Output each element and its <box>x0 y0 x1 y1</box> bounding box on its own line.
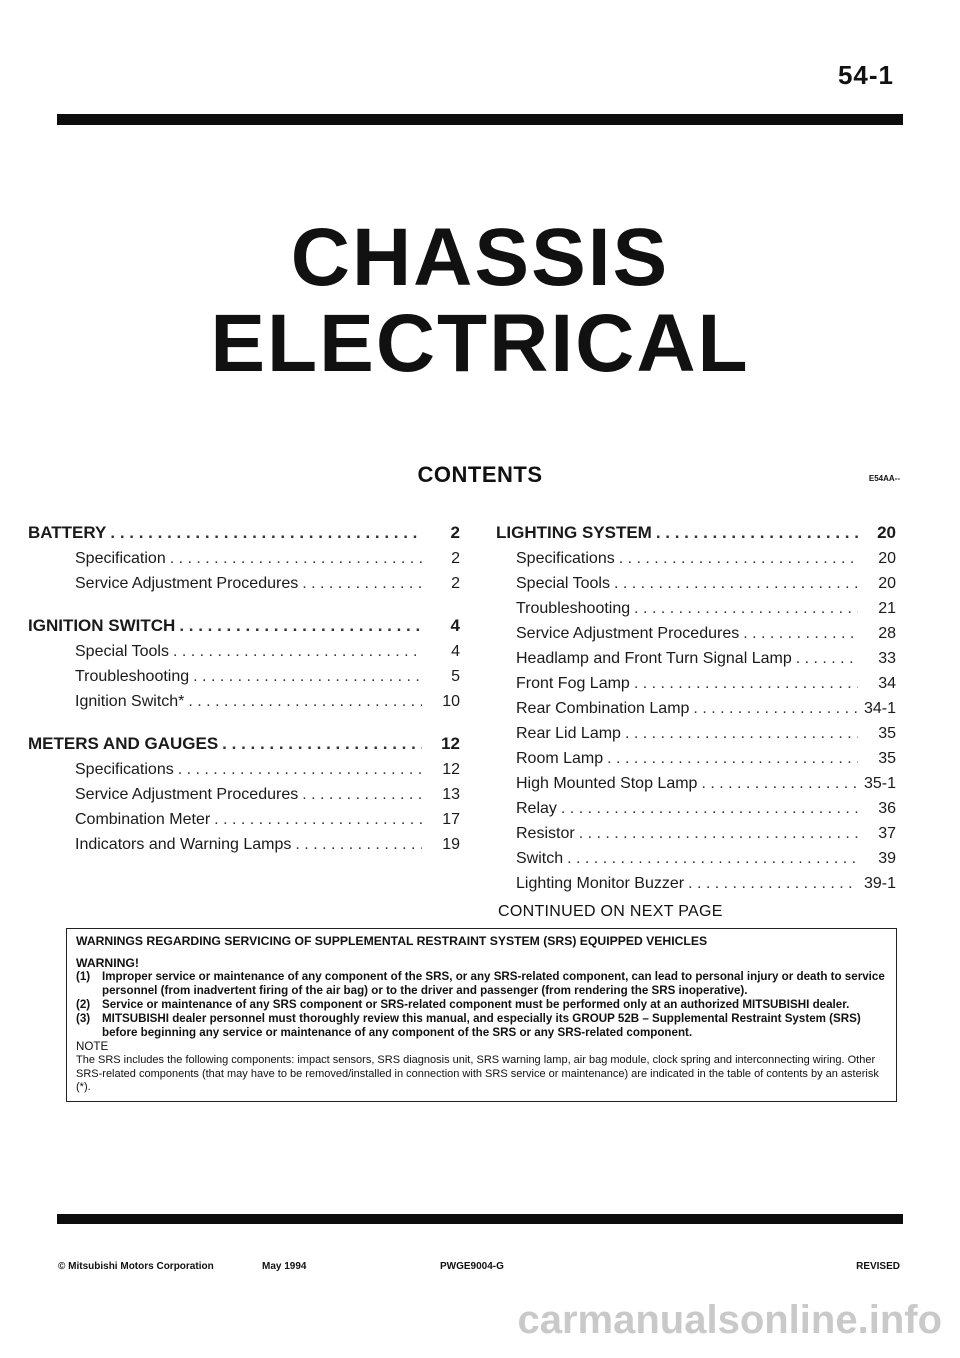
continued-notice: CONTINUED ON NEXT PAGE <box>498 903 723 920</box>
toc-label: LIGHTING SYSTEM <box>496 523 652 542</box>
toc-label: Service Adjustment Procedures <box>75 575 299 592</box>
warning-item-text: Service or maintenance of any SRS component or SRS-related component must be performed only at an authorized MITSUBISHI dealer. <box>102 998 850 1011</box>
toc-page: 19 <box>442 836 460 853</box>
toc-label: Rear Combination Lamp <box>516 700 690 717</box>
toc-label: Combination Meter <box>75 811 211 828</box>
toc-page: 5 <box>451 668 460 685</box>
toc-page: 2 <box>451 550 460 567</box>
warning-label: WARNING! <box>76 956 139 970</box>
toc-page: 20 <box>878 550 896 567</box>
toc-entry-rear-lid-lamp[interactable] <box>496 721 896 746</box>
watermark: carmanualsonline.info <box>517 1298 942 1342</box>
toc-entry-lighting-special-tools[interactable] <box>496 571 896 596</box>
toc-page: 37 <box>878 825 896 842</box>
toc-entry-battery[interactable] <box>28 520 460 546</box>
toc-page: 2 <box>451 575 460 592</box>
toc-page: 35 <box>878 750 896 767</box>
footer-revised: REVISED <box>856 1261 900 1272</box>
toc-label: Service Adjustment Procedures <box>516 625 740 642</box>
toc-entry-meters-service-adjustment[interactable] <box>28 782 460 807</box>
toc-page: 35 <box>878 725 896 742</box>
chapter-title-line1: CHASSIS <box>290 212 670 303</box>
footer-date: May 1994 <box>262 1261 307 1272</box>
toc-entry-battery-service-adjustment[interactable] <box>28 571 460 596</box>
warning-item-text: Improper service or maintenance of any component of the SRS, or any SRS-related component, can lead to personal injury or death to service personnel (from inadvertent firing of the air bag) or to the driver and passenger (from rendering the SRS inoperative). <box>102 970 885 997</box>
toc-entry-lighting-monitor-buzzer[interactable] <box>496 871 896 896</box>
toc-page: 17 <box>442 811 460 828</box>
toc-page: 2 <box>450 523 460 542</box>
toc-entry-front-fog-lamp[interactable] <box>496 671 896 696</box>
toc-page: 35-1 <box>863 775 896 792</box>
toc-label: Relay <box>516 800 557 817</box>
toc-page: 36 <box>878 800 896 817</box>
toc-right-column <box>496 520 896 896</box>
toc-entry-ignition-switch[interactable] <box>28 613 460 639</box>
toc-page: 34-1 <box>863 700 896 717</box>
toc-label: Specifications <box>516 550 615 567</box>
contents-heading: CONTENTS <box>417 462 543 487</box>
toc-label: Ignition Switch* <box>75 693 185 710</box>
warning-item-text: MITSUBISHI dealer personnel must thoroughly review this manual, and especially its GROUP 52B – Supplemental Restraint System (SRS) before beginning any service or maintenance of any component of the SRS or any SRS-related component. <box>102 1012 861 1039</box>
toc-page: 13 <box>442 786 460 803</box>
toc-entry-headlamp[interactable] <box>496 646 896 671</box>
toc-entry-room-lamp[interactable] <box>496 746 896 771</box>
warning-item-number: (3) <box>76 1012 91 1025</box>
toc-entry-lighting-troubleshooting[interactable] <box>496 596 896 621</box>
note-label: NOTE <box>76 1040 109 1053</box>
toc-label: Resistor <box>516 825 575 842</box>
warning-item <box>76 1012 888 1040</box>
toc-page: 12 <box>442 761 460 778</box>
footer-publication-code: PWGE9004-G <box>440 1261 504 1272</box>
toc-label: Specifications <box>75 761 174 778</box>
toc-label: Service Adjustment Procedures <box>75 786 299 803</box>
toc-entry-combination-meter[interactable] <box>28 807 460 832</box>
toc-entry-rear-combination-lamp[interactable] <box>496 696 896 721</box>
warning-item <box>76 998 888 1012</box>
toc-page: 4 <box>450 616 460 635</box>
toc-label: Specification <box>75 550 166 567</box>
toc-entry-high-mounted-stop-lamp[interactable] <box>496 771 896 796</box>
toc-label: High Mounted Stop Lamp <box>516 775 698 792</box>
toc-page: 39-1 <box>863 875 896 892</box>
toc-entry-lighting-specifications[interactable] <box>496 546 896 571</box>
toc-label: Special Tools <box>75 643 169 660</box>
toc-page: 12 <box>441 734 460 753</box>
chapter-title-line2: ELECTRICAL <box>210 298 750 389</box>
toc-page: 34 <box>878 675 896 692</box>
toc-page: 39 <box>878 850 896 867</box>
bottom-rule <box>57 1214 903 1224</box>
toc-label: Headlamp and Front Turn Signal Lamp <box>516 650 792 667</box>
toc-label: Troubleshooting <box>516 600 631 617</box>
toc-page: 4 <box>451 643 460 660</box>
toc-label: Switch <box>516 850 564 867</box>
toc-page: 33 <box>878 650 896 667</box>
srs-warning-box <box>66 928 897 1102</box>
toc-label: Troubleshooting <box>75 668 190 685</box>
toc-label: Special Tools <box>516 575 610 592</box>
toc-label: BATTERY <box>28 523 107 542</box>
toc-entry-resistor[interactable] <box>496 821 896 846</box>
warning-item-number: (2) <box>76 998 91 1011</box>
toc-entry-meters-and-gauges[interactable] <box>28 731 460 757</box>
toc-label: Indicators and Warning Lamps <box>75 836 292 853</box>
toc-entry-ignition-switch-srs[interactable] <box>28 689 460 714</box>
toc-entry-meters-specifications[interactable] <box>28 757 460 782</box>
contents-code: E54AA-- <box>868 474 900 483</box>
toc-entry-ignition-special-tools[interactable] <box>28 639 460 664</box>
toc-page: 28 <box>878 625 896 642</box>
toc-entry-battery-specification[interactable] <box>28 546 460 571</box>
toc-entry-lighting-system[interactable] <box>496 520 896 546</box>
toc-page: 10 <box>442 693 460 710</box>
warning-item-number: (1) <box>76 970 91 983</box>
note-text: The SRS includes the following components: impact sensors, SRS diagnosis unit, SRS warning lamp, air bag module, clock spring and interconnecting wiring. Other SRS-related components (that may have to be removed/installed in connection with SRS service or maintenance) are indicated in the table of contents by an asterisk (*). <box>76 1054 879 1093</box>
toc-label: Lighting Monitor Buzzer <box>516 875 685 892</box>
page-number: 54-1 <box>837 60 894 90</box>
top-rule <box>57 114 903 125</box>
footer-copyright: © Mitsubishi Motors Corporation <box>58 1261 214 1272</box>
toc-label: Rear Lid Lamp <box>516 725 621 742</box>
toc-entry-switch[interactable] <box>496 846 896 871</box>
toc-left-column <box>28 520 460 857</box>
toc-page: 20 <box>878 575 896 592</box>
toc-page: 20 <box>877 523 896 542</box>
toc-entry-relay[interactable] <box>496 796 896 821</box>
toc-label: IGNITION SWITCH <box>28 616 176 635</box>
toc-entry-lighting-service-adjustment[interactable] <box>496 621 896 646</box>
toc-entry-indicators-warning-lamps[interactable] <box>28 832 460 857</box>
toc-page: 21 <box>878 600 896 617</box>
warning-title: WARNINGS REGARDING SERVICING OF SUPPLEMENTAL RESTRAINT SYSTEM (SRS) EQUIPPED VEHICLES <box>76 934 708 948</box>
toc-label: METERS AND GAUGES <box>28 734 219 753</box>
toc-label: Front Fog Lamp <box>516 675 630 692</box>
chapter-title <box>0 212 960 389</box>
toc-label: Room Lamp <box>516 750 604 767</box>
warning-item <box>76 970 888 998</box>
toc-entry-ignition-troubleshooting[interactable] <box>28 664 460 689</box>
